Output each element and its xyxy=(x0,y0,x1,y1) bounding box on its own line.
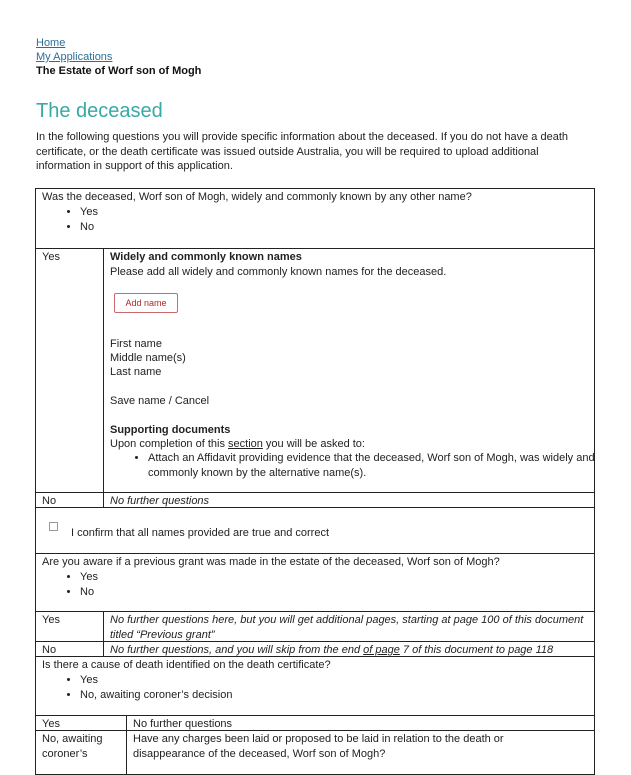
supporting-docs-list xyxy=(110,451,630,480)
supporting-docs-intro: Upon completion of this section you will be asked to: xyxy=(110,438,365,450)
section-link[interactable]: section xyxy=(228,438,263,450)
q3-no-text: Have any charges been laid or proposed to be laid in relation to the death or disappearance of the deceased, Worf son of Mogh? xyxy=(133,733,504,760)
page-intro: In the following questions you will provide specific information about the deceased. If you do not have a death certificate, or the death certificate was issued outside Australia, you will be required to upload additional information in support of this application. xyxy=(36,131,569,173)
q1-question: Was the deceased, Worf son of Mogh, widely and commonly known by any other name? xyxy=(42,191,472,203)
breadcrumb-home-link[interactable]: Home xyxy=(36,37,66,49)
q3-question: Is there a cause of death identified on the death certificate? xyxy=(42,659,331,671)
confirm-text: I confirm that all names provided are true and correct xyxy=(71,527,330,539)
q2-no-label: No xyxy=(42,644,57,656)
breadcrumb-applications-link[interactable]: My Applications xyxy=(36,51,113,63)
breadcrumb-current: The Estate of Worf son of Mogh xyxy=(36,65,202,77)
q3-option-yes[interactable]: • Yes xyxy=(80,673,340,688)
middle-name-field[interactable]: Middle name(s) xyxy=(110,352,186,364)
save-cancel-actions[interactable]: Save name / Cancel xyxy=(110,395,210,407)
first-name-field[interactable]: First name xyxy=(110,338,162,350)
page-link[interactable]: of page xyxy=(363,644,400,656)
add-name-button[interactable]: Add name xyxy=(114,293,178,313)
q3-yes-text: No further questions xyxy=(133,718,233,730)
q2-no-text: No further questions, and you will skip from the end of page 7 of this document to page 118 xyxy=(110,644,554,656)
q1-option-yes[interactable]: • Yes xyxy=(80,205,280,220)
table-divider xyxy=(35,492,595,493)
q3-yes-label: Yes xyxy=(42,718,60,730)
q2-option-no[interactable]: • No xyxy=(80,585,280,600)
supporting-docs-heading: Supporting documents xyxy=(110,424,231,436)
table-divider xyxy=(35,730,595,731)
confirm-checkbox[interactable] xyxy=(49,522,58,531)
table-divider xyxy=(126,715,127,775)
q1-no-label: No xyxy=(42,495,57,507)
q2-options xyxy=(36,570,280,599)
q3-no-label: No, awaiting coroner’s xyxy=(42,733,103,760)
last-name-field[interactable]: Last name xyxy=(110,366,162,378)
table-divider xyxy=(103,248,104,508)
q2-yes-text: No further questions here, but you will get additional pages, starting at page 100 of this document titled “Previous grant” xyxy=(110,614,584,641)
supporting-docs-item: • Attach an Affidavit providing evidence that the deceased, Worf son of Mogh, was widely and commonly known by the alternative name(s). xyxy=(148,451,630,480)
q1-options xyxy=(36,205,280,234)
q3-options xyxy=(36,673,340,702)
q1-option-no[interactable]: • No xyxy=(80,220,280,235)
q2-option-yes[interactable]: • Yes xyxy=(80,570,280,585)
known-names-instruction: Please add all widely and commonly known names for the deceased. xyxy=(110,266,447,278)
table-divider xyxy=(103,611,104,657)
q2-question: Are you aware if a previous grant was made in the estate of the deceased, Worf son of Mogh? xyxy=(42,556,500,568)
q2-yes-label: Yes xyxy=(42,614,60,626)
breadcrumb xyxy=(36,36,201,78)
page-title: The deceased xyxy=(36,100,163,122)
q1-no-text: No further questions xyxy=(110,495,210,507)
q3-option-no[interactable]: • No, awaiting coroner’s decision xyxy=(80,688,340,703)
known-names-heading: Widely and commonly known names xyxy=(110,251,302,263)
q1-yes-label: Yes xyxy=(42,251,60,263)
